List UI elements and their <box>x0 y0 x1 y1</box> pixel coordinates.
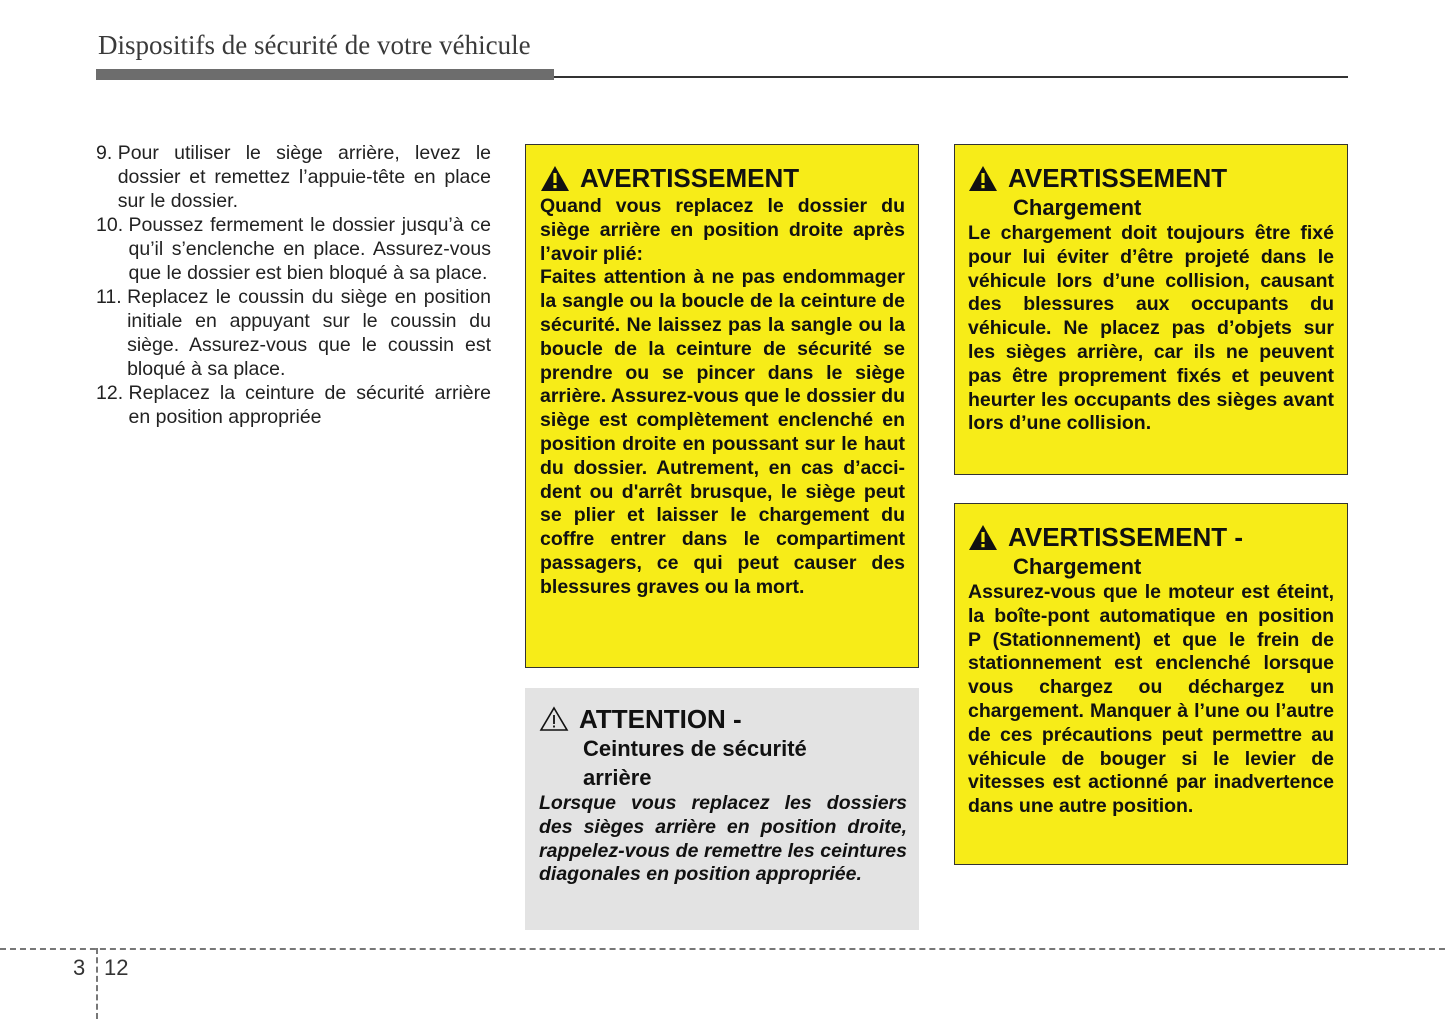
warning-title-text: AVERTISSEMENT <box>1008 163 1228 193</box>
warning-body: Le chargement doit toujours être fixé pour lui éviter d’être projeté dans le véhicule lors d’une collision, causant des blessures aux occupants du véhicule. Ne placez pas d’objets sur les sièges arrière, car ils ne peuvent pas être proprement fixés et peuvent heurter les occupants des sièges avant lors d’une collision. <box>968 222 1334 435</box>
step-number: 10. <box>96 214 129 236</box>
step-number: 11. <box>96 286 128 308</box>
attention-body: Lorsque vous replacez les dossiers des sièges arrière en position droite, rappelez-vous de remettre les ceintures diagonales en position appropriée. <box>539 792 907 886</box>
warning-body: Assurez-vous que le moteur est éteint, la boîte-pont automatique en position P (Stationnement) et que le frein de stationnement est enclenché lorsque vous chargez ou déchargez un chargement. Manquer à l’une ou l’autre de ces précautions peut permettre au véhicule de bouger si le levier de vitesses est actionné par inadvertence dans une autre position. <box>968 581 1334 818</box>
warning-subtitle: Chargement <box>1013 195 1142 220</box>
header-accent-bar <box>96 69 554 80</box>
step-text: Pour utiliser le siège arrière, levez le dossier et remettez l’appuie-tête en place sur le dossier. <box>117 142 491 212</box>
attention-title <box>539 704 907 734</box>
page-number: 12 <box>104 955 129 980</box>
step-text: Replacez le coussin du siège en position initiale en appuyant sur le coussin du siège. Assurez-vous que le coussin est bloqué à sa place. <box>127 286 491 380</box>
page-header-title: Dispositifs de sécurité de votre véhicule <box>98 30 531 60</box>
step-text: Poussez fermement le dossier jusqu’à ce qu’il s’enclenche en place. Assurez-vous que le dossier est bien bloqué à sa place. <box>128 214 491 284</box>
step-item <box>96 381 491 429</box>
warning-subtitle: Chargement <box>1013 554 1142 579</box>
attention-subtitle-line2: arrière <box>583 765 652 790</box>
step-text: Replacez la ceinture de sécurité arrière en position appropriée <box>128 382 491 428</box>
warning-box-seat-back <box>525 144 919 668</box>
attention-subtitle <box>539 734 907 792</box>
warning-box-loading <box>954 503 1348 865</box>
warning-triangle-icon <box>968 165 998 192</box>
step-item <box>96 213 491 285</box>
attention-title-text: ATTENTION - <box>579 704 742 734</box>
step-number: 9. <box>96 142 118 164</box>
step-number: 12. <box>96 382 129 404</box>
caution-triangle-icon <box>539 706 569 732</box>
warning-text: Faites attention à ne pas endommager la sangle ou la boucle de la ceinture de sécurité. Ne laissez pas la sangle ou la boucle de la ceinture de sécurité se prendre ou se pincer dans le siège arrière. Assurez-vous que le dossier du siège est complètement enclenché en position droite en poussant sur le haut du dossier. Autrement, en cas d’accident ou d'arrêt brusque, le siège peut se plier et laisser le chargement du coffre entrer dans le compartiment passagers, ce qui peut causer des blessures graves ou la mort. <box>540 266 905 598</box>
warning-triangle-icon <box>540 165 570 192</box>
warning-box-cargo <box>954 144 1348 475</box>
chapter-number: 3 <box>73 955 86 980</box>
header-rule <box>554 76 1348 78</box>
warning-triangle-icon <box>968 524 998 551</box>
warning-intro: Quand vous replacez le dossier du siège arrière en position droite après l’avoir plié: <box>540 195 905 265</box>
step-item <box>96 141 491 213</box>
instruction-steps <box>96 141 491 429</box>
warning-title <box>540 163 905 193</box>
warning-title-text: AVERTISSEMENT - <box>1008 522 1243 552</box>
warning-title <box>968 163 1334 193</box>
attention-box-rear-belts <box>525 688 919 930</box>
warning-title <box>968 522 1334 552</box>
footer-dashed-rule <box>0 948 1445 950</box>
warning-title-text: AVERTISSEMENT <box>580 163 800 193</box>
footer-vertical-rule <box>96 948 98 1019</box>
step-item <box>96 285 491 381</box>
warning-body <box>540 195 905 600</box>
attention-subtitle-line1: Ceintures de sécurité <box>583 736 807 761</box>
